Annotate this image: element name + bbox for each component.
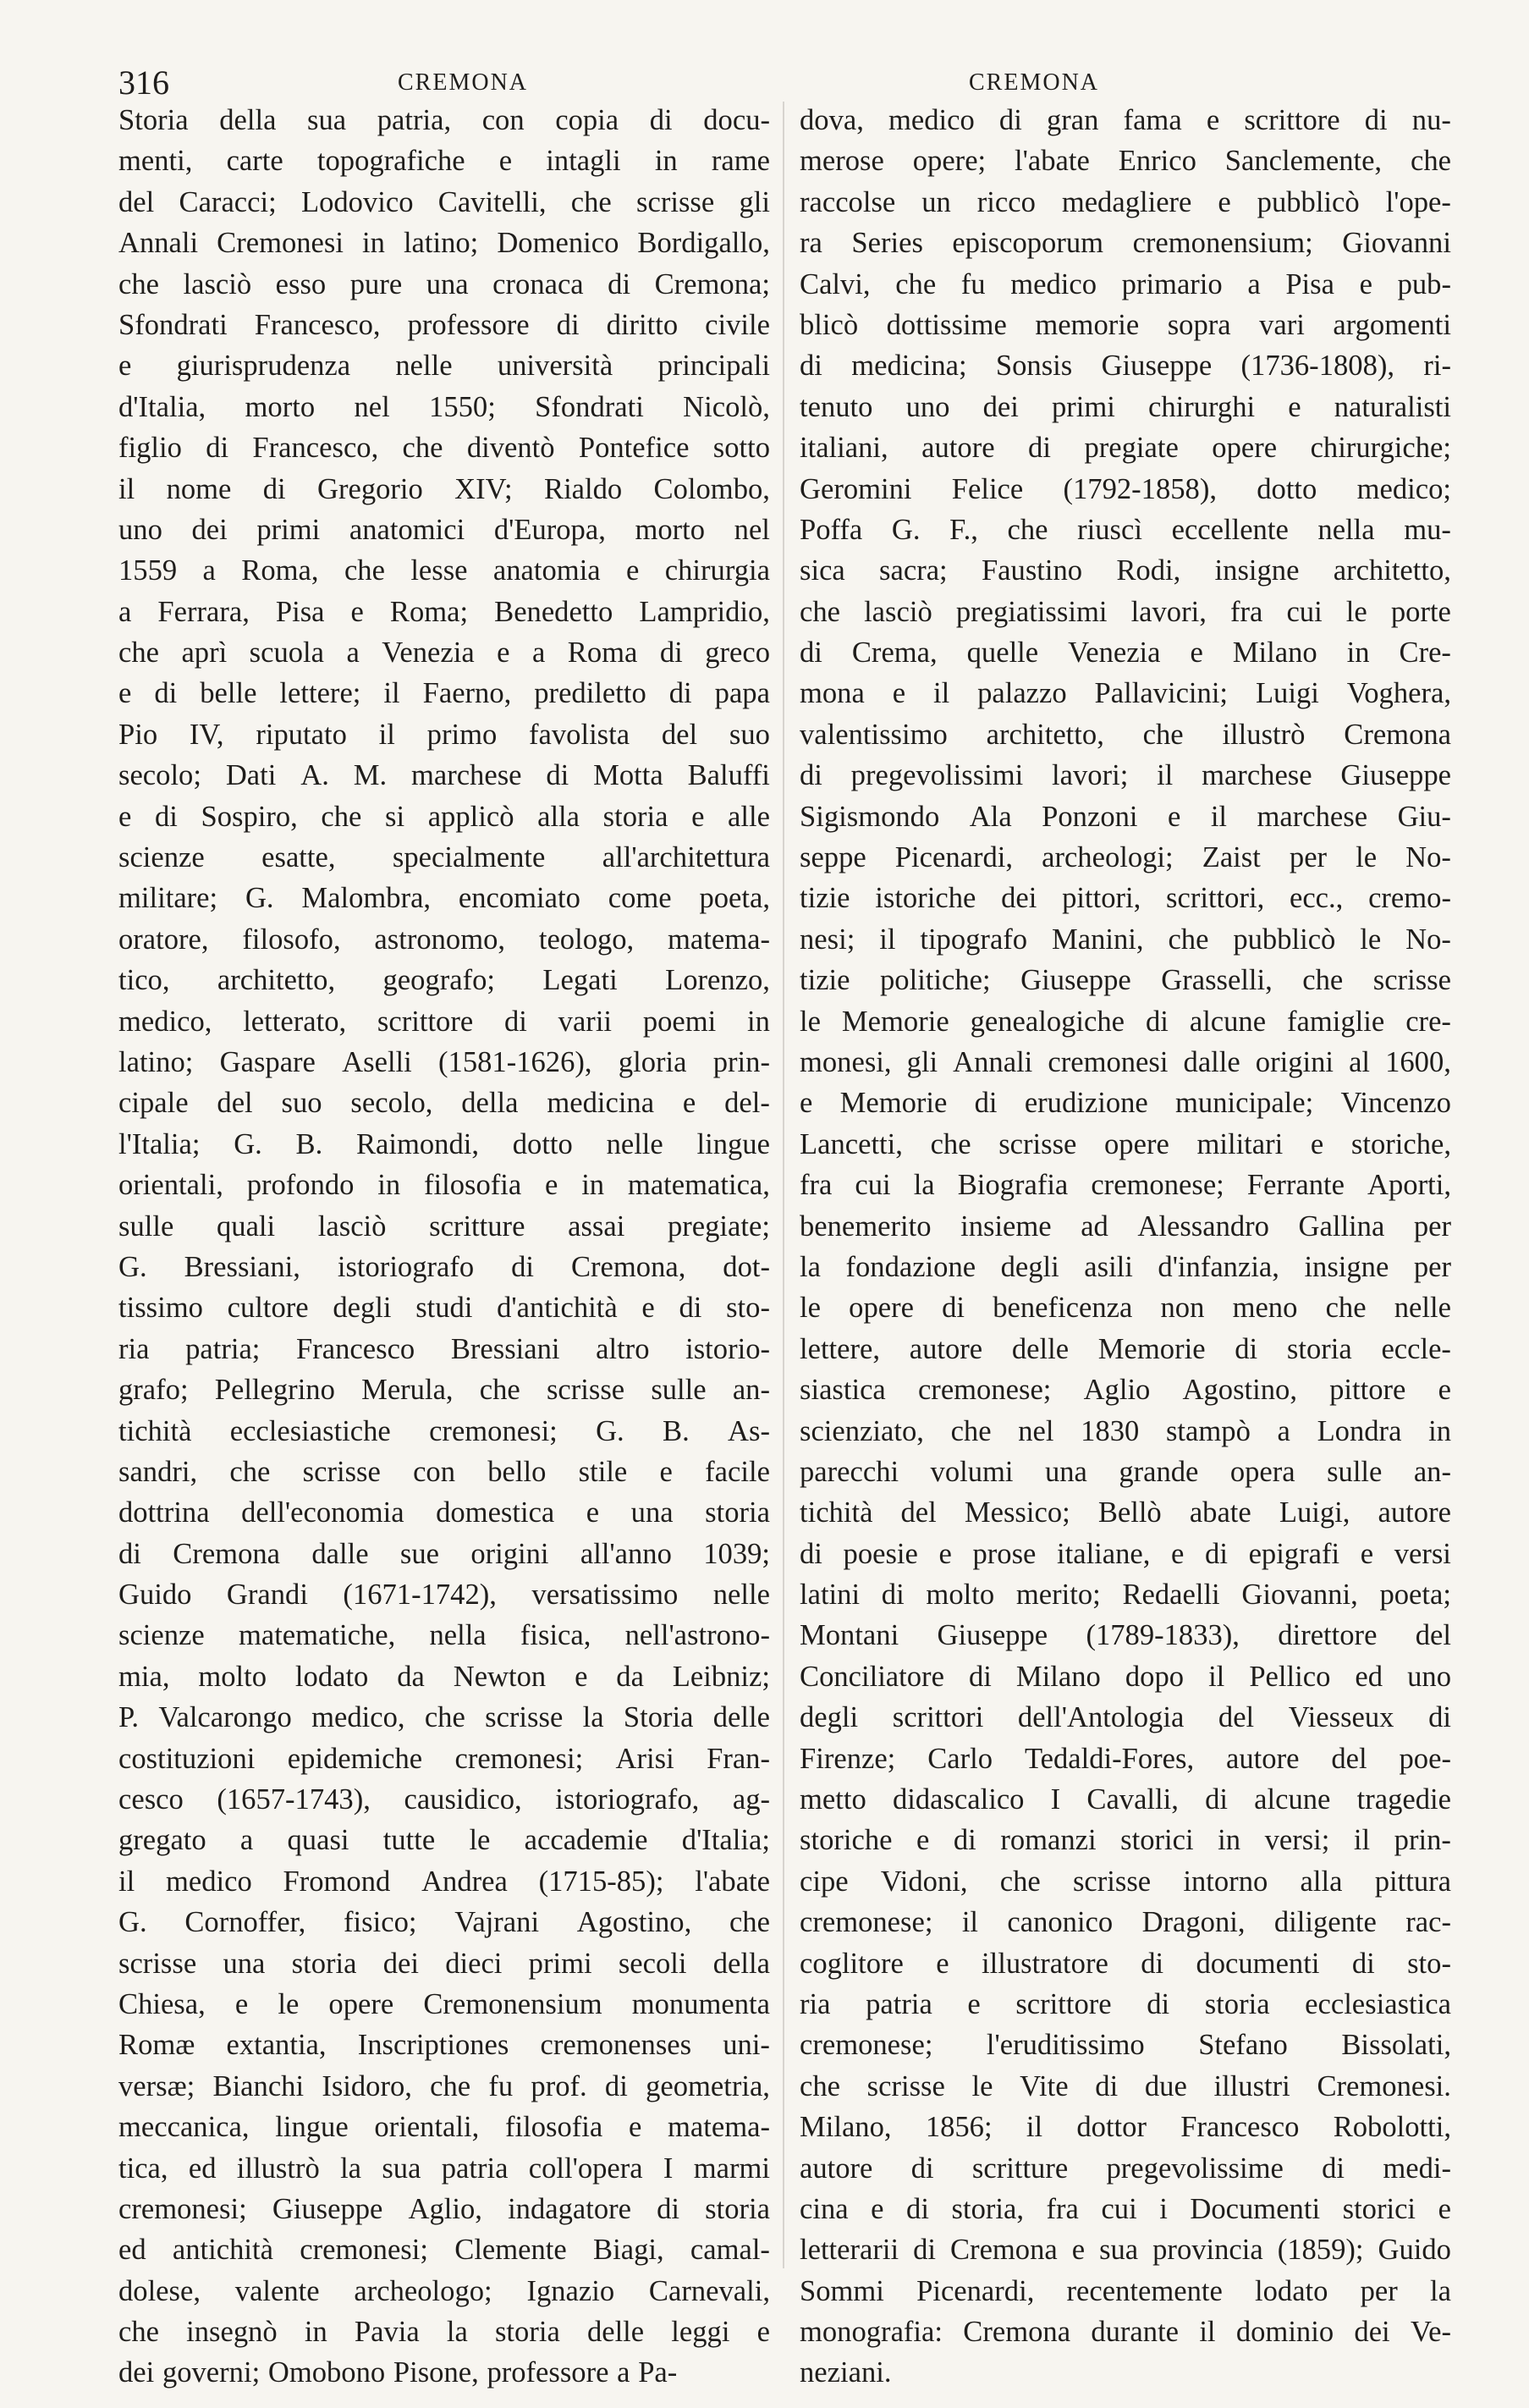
- text-line: G. Bressiani, istoriografo di Cremona, dot-: [118, 1250, 770, 1283]
- text-line: scienziato, che nel 1830 stampò a Londra in: [800, 1414, 1451, 1447]
- text-line: Storia della sua patria, con copia di docu-: [118, 104, 770, 136]
- text-line: cina e di storia, fra cui i Documenti storici e: [800, 2192, 1451, 2225]
- text-line: la fondazione degli asili d'infanzia, insigne per: [800, 1250, 1451, 1283]
- text-line: cesco (1657-1743), causidico, istoriografo, ag-: [118, 1783, 770, 1816]
- text-line: dottrina dell'economia domestica e una storia: [118, 1496, 770, 1529]
- text-line: nesi; il tipografo Manini, che pubblicò le No-: [800, 923, 1451, 956]
- text-line: siastica cremonese; Aglio Agostino, pittore e: [800, 1374, 1451, 1407]
- text-line: monografia: Cremona durante il dominio dei Ve-: [800, 2316, 1451, 2349]
- text-line: dolese, valente archeologo; Ignazio Carnevali,: [118, 2274, 770, 2307]
- text-line: Milano, 1856; il dottor Francesco Robolotti,: [800, 2111, 1451, 2144]
- text-line: secolo; Dati A. M. marchese di Motta Baluffi: [118, 759, 770, 792]
- left-column: [118, 100, 770, 2389]
- text-line: sulle quali lasciò scritture assai pregiate;: [118, 1210, 770, 1243]
- text-line: Montani Giuseppe (1789-1833), direttore del: [800, 1619, 1451, 1652]
- text-line: lettere, autore delle Memorie di storia eccle-: [800, 1332, 1451, 1365]
- text-line: di Cremona dalle sue origini all'anno 1039;: [118, 1537, 770, 1570]
- text-line: di medicina; Sonsis Giuseppe (1736-1808), ri-: [800, 350, 1451, 383]
- text-line: tissimo cultore degli studi d'antichità e di sto-: [118, 1292, 770, 1325]
- text-line: sica sacra; Faustino Rodi, insigne architetto,: [800, 554, 1451, 587]
- text-line: cremonesi; Giuseppe Aglio, indagatore di storia: [118, 2192, 770, 2225]
- text-line: storiche e di romanzi storici in versi; il prin-: [800, 1824, 1451, 1857]
- text-line: cipe Vidoni, che scrisse intorno alla pittura: [800, 1865, 1451, 1898]
- text-line: Sfondrati Francesco, professore di diritto civile: [118, 308, 770, 341]
- text-line: tichità del Messico; Bellò abate Luigi, autore: [800, 1496, 1451, 1529]
- running-head-right: CREMONA: [969, 69, 1100, 96]
- text-line: Guido Grandi (1671-1742), versatissimo nelle: [118, 1579, 770, 1612]
- text-line: fra cui la Biografia cremonese; Ferrante Aporti,: [800, 1169, 1451, 1202]
- text-line: che aprì scuola a Venezia e a Roma di greco: [118, 636, 770, 670]
- text-line: blicò dottissime memorie sopra vari argomenti: [800, 308, 1451, 341]
- text-line: di poesie e prose italiane, e di epigrafi e versi: [800, 1537, 1451, 1570]
- text-line: autore di scritture pregevolissime di medi-: [800, 2152, 1451, 2185]
- text-line: ria patria; Francesco Bressiani altro istorio-: [118, 1332, 770, 1365]
- text-line: meccanica, lingue orientali, filosofia e matema-: [118, 2111, 770, 2144]
- text-line: figlio di Francesco, che diventò Pontefice sotto: [118, 432, 770, 465]
- text-line: Poffa G. F., che riuscì eccellente nella mu-: [800, 513, 1451, 546]
- text-line: degli scrittori dell'Antologia del Viesseux di: [800, 1701, 1451, 1734]
- text-line: medico, letterato, scrittore di varii poemi in: [118, 1005, 770, 1038]
- text-line: uno dei primi anatomici d'Europa, morto nel: [118, 513, 770, 546]
- text-line: Firenze; Carlo Tedaldi-Fores, autore del poe-: [800, 1742, 1451, 1775]
- text-line: neziani.: [800, 2356, 892, 2389]
- text-line: letterarii di Cremona e sua provincia (1859); Guido: [800, 2234, 1451, 2267]
- column-divider: [783, 102, 784, 2268]
- text-line: scienze matematiche, nella fisica, nell'astrono-: [118, 1619, 770, 1652]
- text-line: costituzioni epidemiche cremonesi; Arisi Fran-: [118, 1742, 770, 1775]
- text-line: metto didascalico I Cavalli, di alcune tragedie: [800, 1783, 1451, 1816]
- text-line: che lasciò esso pure una cronaca di Cremona;: [118, 267, 770, 300]
- text-line: versæ; Bianchi Isidoro, che fu prof. di geometria,: [118, 2069, 770, 2102]
- text-line: grafo; Pellegrino Merula, che scrisse sulle an-: [118, 1374, 770, 1407]
- text-line: latini di molto merito; Redaelli Giovanni, poeta;: [800, 1579, 1451, 1612]
- text-line: dei governi; Omobono Pisone, professore a Pa-: [118, 2356, 678, 2389]
- right-column: [800, 100, 1451, 2389]
- text-line: ra Series episcoporum cremonensium; Giovanni: [800, 227, 1451, 260]
- text-line: benemerito insieme ad Alessandro Gallina per: [800, 1210, 1451, 1243]
- text-line: cipale del suo secolo, della medicina e del-: [118, 1087, 770, 1120]
- text-line: di Crema, quelle Venezia e Milano in Cre-: [800, 636, 1451, 670]
- text-line: Romæ extantia, Inscriptiones cremonenses uni-: [118, 2029, 770, 2062]
- text-line: ria patria e scrittore di storia ecclesiastica: [800, 1987, 1451, 2020]
- text-line: di pregevolissimi lavori; il marchese Giuseppe: [800, 759, 1451, 792]
- text-line: Sommi Picenardi, recentemente lodato per la: [800, 2274, 1451, 2307]
- text-line: scrisse una storia dei dieci primi secoli della: [118, 1947, 770, 1980]
- text-line: l'Italia; G. B. Raimondi, dotto nelle lingue: [118, 1127, 770, 1160]
- text-line: italiani, autore di pregiate opere chirurgiche;: [800, 432, 1451, 465]
- text-line: e Memorie di erudizione municipale; Vincenzo: [800, 1087, 1451, 1120]
- text-line: le Memorie genealogiche di alcune famiglie cre-: [800, 1005, 1451, 1038]
- text-line: sandri, che scrisse con bello stile e facile: [118, 1455, 770, 1488]
- text-line: 1559 a Roma, che lesse anatomia e chirurgia: [118, 554, 770, 587]
- text-line: dova, medico di gran fama e scrittore di nu-: [800, 104, 1451, 136]
- text-line: a Ferrara, Pisa e Roma; Benedetto Lampridio,: [118, 595, 770, 628]
- text-line: gregato a quasi tutte le accademie d'Italia;: [118, 1824, 770, 1857]
- text-line: e di belle lettere; il Faerno, prediletto di papa: [118, 677, 770, 710]
- text-line: militare; G. Malombra, encomiato come poeta,: [118, 882, 770, 915]
- text-line: che insegnò in Pavia la storia delle leggi e: [118, 2316, 770, 2349]
- text-line: latino; Gaspare Aselli (1581-1626), gloria prin-: [118, 1045, 770, 1078]
- text-line: Sigismondo Ala Ponzoni e il marchese Giu-: [800, 800, 1451, 833]
- text-line: ed antichità cremonesi; Clemente Biagi, camal-: [118, 2234, 770, 2267]
- text-line: tica, ed illustrò la sua patria coll'opera I marmi: [118, 2152, 770, 2185]
- text-line: mona e il palazzo Pallavicini; Luigi Voghera,: [800, 677, 1451, 710]
- text-line: coglitore e illustratore di documenti di sto-: [800, 1947, 1451, 1980]
- text-line: mia, molto lodato da Newton e da Leibniz;: [118, 1660, 770, 1693]
- text-line: oratore, filosofo, astronomo, teologo, matema-: [118, 923, 770, 956]
- text-line: tichità ecclesiastiche cremonesi; G. B. As-: [118, 1414, 770, 1447]
- text-line: le opere di beneficenza non meno che nelle: [800, 1292, 1451, 1325]
- text-line: che scrisse le Vite di due illustri Cremonesi.: [800, 2069, 1451, 2102]
- text-line: tizie istoriche dei pittori, scrittori, ecc., cremo-: [800, 882, 1451, 915]
- text-line: Chiesa, e le opere Cremonensium monumenta: [118, 1987, 770, 2020]
- text-line: valentissimo architetto, che illustrò Cremona: [800, 718, 1451, 751]
- text-line: raccolse un ricco medagliere e pubblicò l'ope-: [800, 185, 1451, 218]
- text-line: Lancetti, che scrisse opere militari e storiche,: [800, 1127, 1451, 1160]
- text-line: Annali Cremonesi in latino; Domenico Bordigallo,: [118, 227, 770, 260]
- text-line: tico, architetto, geografo; Legati Lorenzo,: [118, 964, 770, 997]
- text-line: il nome di Gregorio XIV; Rialdo Colombo,: [118, 472, 770, 505]
- text-line: menti, carte topografiche e intagli in rame: [118, 145, 770, 178]
- page-number: 316: [118, 63, 169, 102]
- text-line: il medico Fromond Andrea (1715-85); l'abate: [118, 1865, 770, 1898]
- text-line: Conciliatore di Milano dopo il Pellico ed uno: [800, 1660, 1451, 1693]
- text-line: orientali, profondo in filosofia e in matematica,: [118, 1169, 770, 1202]
- text-line: monesi, gli Annali cremonesi dalle origini al 1600,: [800, 1045, 1451, 1078]
- text-line: tenuto uno dei primi chirurghi e naturalisti: [800, 390, 1451, 423]
- text-line: che lasciò pregiatissimi lavori, fra cui le porte: [800, 595, 1451, 628]
- text-line: G. Cornoffer, fisico; Vajrani Agostino, che: [118, 1906, 770, 1939]
- text-line: Pio IV, riputato il primo favolista del suo: [118, 718, 770, 751]
- text-line: parecchi volumi una grande opera sulle an-: [800, 1455, 1451, 1488]
- text-line: seppe Picenardi, archeologi; Zaist per le No-: [800, 841, 1451, 874]
- text-line: cremonese; il canonico Dragoni, diligente rac-: [800, 1906, 1451, 1939]
- text-line: e giurisprudenza nelle università principali: [118, 350, 770, 383]
- text-line: Calvi, che fu medico primario a Pisa e pub-: [800, 267, 1451, 300]
- running-head-left: CREMONA: [398, 69, 529, 96]
- text-line: tizie politiche; Giuseppe Grasselli, che scrisse: [800, 964, 1451, 997]
- text-line: scienze esatte, specialmente all'architettura: [118, 841, 770, 874]
- text-line: del Caracci; Lodovico Cavitelli, che scrisse gli: [118, 185, 770, 218]
- text-line: cremonese; l'eruditissimo Stefano Bissolati,: [800, 2029, 1451, 2062]
- text-line: P. Valcarongo medico, che scrisse la Storia delle: [118, 1701, 770, 1734]
- text-line: d'Italia, morto nel 1550; Sfondrati Nicolò,: [118, 390, 770, 423]
- text-line: Geromini Felice (1792-1858), dotto medico;: [800, 472, 1451, 505]
- text-line: merose opere; l'abate Enrico Sanclemente, che: [800, 145, 1451, 178]
- text-line: e di Sospiro, che si applicò alla storia e alle: [118, 800, 770, 833]
